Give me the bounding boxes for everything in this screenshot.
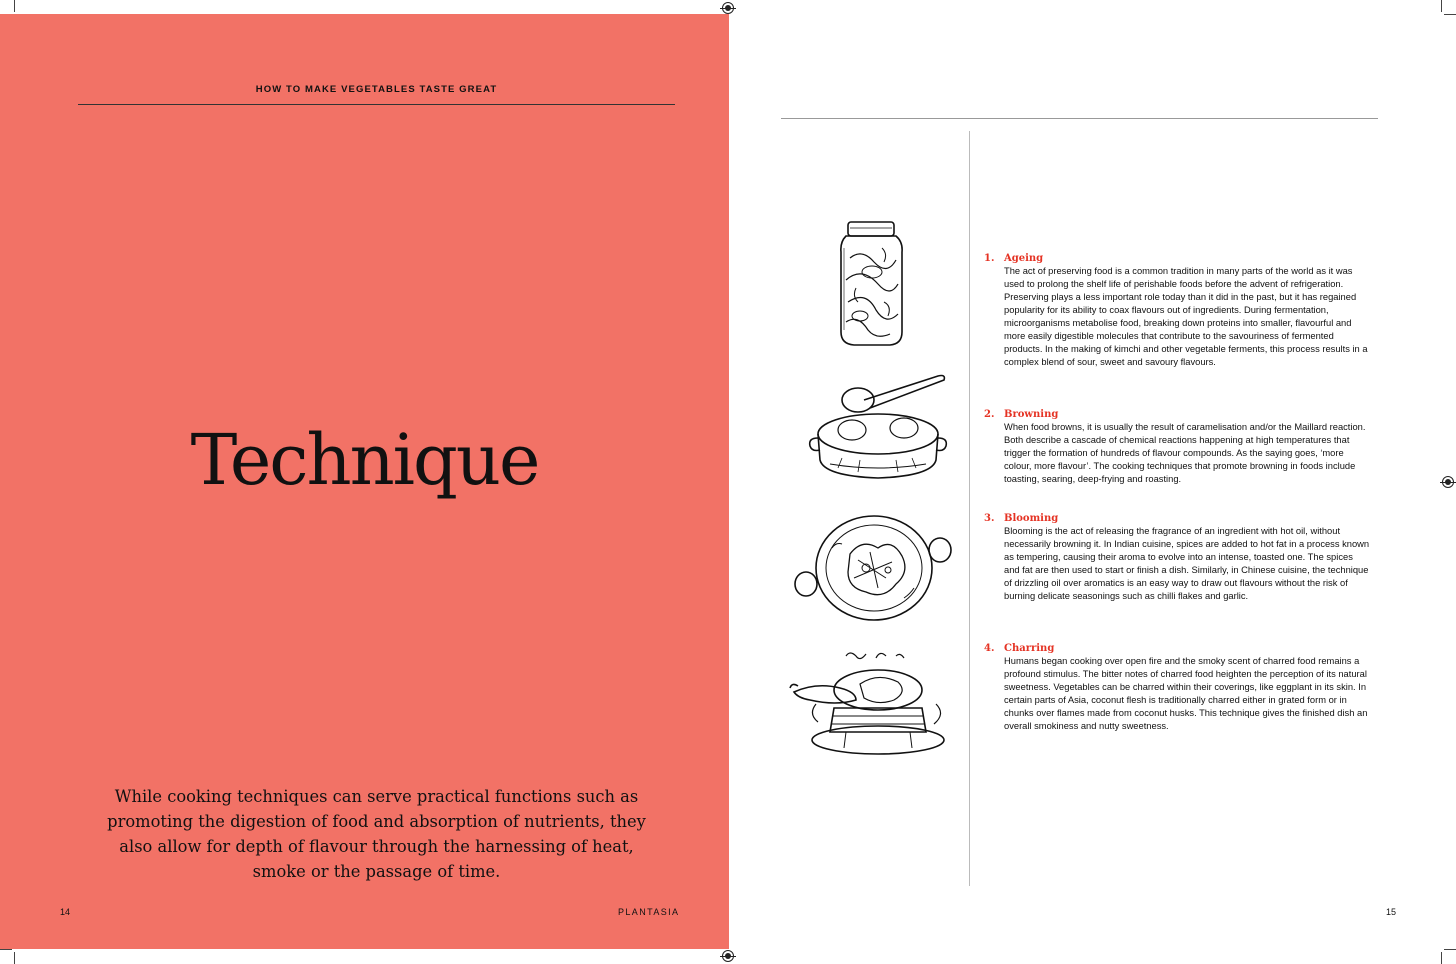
entry-body: When food browns, it is usually the result of caramelisation and/or the Maillard reaction. Both describe a cascade of chemical reactions happening at high temperatures that trigger the formation of hundreds of flavour compounds. As the saying goes, ‘more colour, more flavour’. The cooking techniques that promote browning in foods include toasting, searing, deep-frying and roasting. [1004, 422, 1366, 484]
page-number-right: 15 [1386, 907, 1397, 917]
page-number-left: 14 [60, 907, 71, 917]
entry-title: Browning [1004, 409, 1059, 420]
entry-body: Humans began cooking over open fire and the smoky scent of charred food remains a profound stimulus. The bitter notes of charred food heighten the perception of its natural sweetness. Vegetables can be charred within their coverings, like eggplant in its skin. In certain parts of Asia, coconut flesh is traditionally charred either in grated form or in chunks over flames made from coconut husks. This technique gives the finished dish an overall smokiness and nutty sweetness. [1004, 656, 1368, 731]
header-rule-right [781, 118, 1378, 119]
entry-heading [984, 642, 1370, 655]
entry-heading [984, 252, 1370, 265]
running-head: HOW TO MAKE VEGETABLES TASTE GREAT [255, 84, 498, 95]
entry-body: The act of preserving food is a common tradition in many parts of the world as it was used to prolong the shelf life of perishable foods before the advent of refrigeration. Preserving plays a less important role today than it did in the past, but it has regained popularity for its ability to coax flavours out of ingredients. During fermentation, microorganisms metabolise food, breaking down proteins into smaller, flavourful and more easily digestible molecules that contribute to the savouriness of fermented products. In the making of kimchi and other vegetable ferments, this process results in a complex blend of sour, sweet and savoury flavours. [1004, 266, 1368, 367]
tadka-pan-icon [792, 508, 956, 626]
registration-mark [722, 950, 734, 962]
technique-entry-ageing [984, 252, 1370, 369]
entry-title: Blooming [1004, 513, 1059, 524]
crop-mark [0, 949, 12, 950]
intro-paragraph: While cooking techniques can serve practical functions such as promoting the digestion of food and absorption of nutrients, they also allow for depth of flavour through the harnessing of heat, smoke or the passage of time. [107, 787, 646, 881]
technique-entry-browning [984, 408, 1370, 486]
entry-title: Ageing [1004, 253, 1044, 264]
entry-title: Charring [1004, 643, 1055, 654]
book-title-footer: PLANTASIA [618, 907, 680, 917]
crop-mark [1441, 952, 1442, 964]
pot-and-ladle-icon [808, 368, 950, 482]
registration-mark [722, 2, 734, 14]
crop-mark [1441, 0, 1442, 12]
entry-body: Blooming is the act of releasing the fragrance of an ingredient with hot oil, without necessarily browning it. In Indian cuisine, spices are added to hot fat in a process known as tempering, causing their aroma to evolve into an intense, toasted one. The spices and fat are then used to start or finish a dish. Similarly, in Chinese cuisine, the technique of drizzling oil over aromatics is an easy way to draw out flavours without the risk of burning delicate seasonings such as chilli flakes and garlic. [1004, 526, 1370, 601]
column-divider [969, 131, 970, 886]
entry-number: 4. [984, 643, 995, 654]
crop-mark [1444, 949, 1456, 950]
crop-mark [14, 952, 15, 964]
entry-heading [984, 408, 1370, 421]
entry-heading [984, 512, 1370, 525]
pickle-jar-icon [832, 218, 912, 350]
entry-number: 3. [984, 513, 995, 524]
crop-mark [1444, 14, 1456, 15]
page-title: Technique [190, 419, 539, 501]
crop-mark [14, 0, 15, 12]
technique-entry-charring [984, 642, 1370, 733]
grill-with-chilli-icon [786, 648, 950, 758]
entry-number: 1. [984, 253, 995, 264]
left-page [0, 14, 729, 949]
technique-entry-blooming [984, 512, 1370, 603]
header-rule [78, 104, 675, 105]
registration-mark [1442, 476, 1454, 488]
entry-number: 2. [984, 409, 995, 420]
